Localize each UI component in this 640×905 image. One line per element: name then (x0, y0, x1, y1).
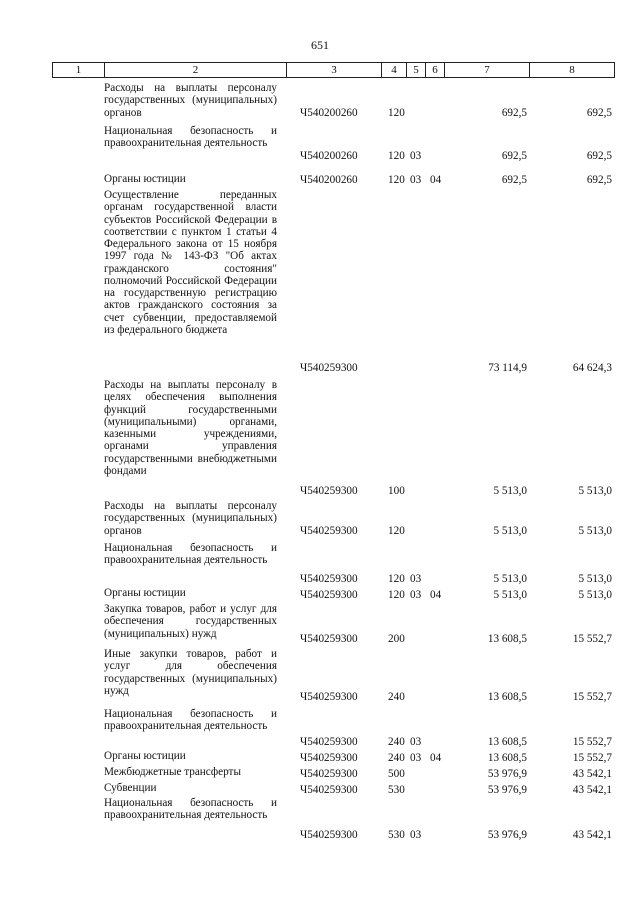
target-code: Ч540200260 (300, 149, 358, 162)
target-code: Ч540200260 (300, 106, 358, 119)
target-code: Ч540259300 (300, 361, 358, 374)
row-description: Субвенции (104, 782, 157, 794)
amount-col7: 692,5 (501, 149, 527, 162)
amount-col8: 692,5 (586, 106, 612, 119)
amount-col8: 15 552,7 (572, 690, 612, 703)
target-code: Ч540259300 (300, 783, 358, 796)
expense-type: 120 (388, 588, 405, 601)
expense-type: 530 (388, 828, 405, 841)
amount-col8: 5 513,0 (578, 524, 612, 537)
table-row (0, 125, 640, 162)
expense-type: 500 (388, 767, 405, 780)
section: 03 (410, 828, 422, 841)
expense-type: 240 (388, 735, 405, 748)
amount-col7: 53 976,9 (487, 783, 527, 796)
section: 03 (410, 572, 422, 585)
target-code: Ч540259300 (300, 828, 358, 841)
subsection: 04 (430, 588, 442, 601)
row-description: Национальная безопасность и правоохранительная деятельность (104, 542, 277, 567)
row-description: Расходы на выплаты персоналу в целях обеспечения выполнения функций государственными (муниципальными) органами, казенными учреждениями, органами управления государственными внебюджетными фондами (104, 379, 277, 477)
amount-col7: 53 976,9 (487, 828, 527, 841)
amount-col7: 53 976,9 (487, 767, 527, 780)
table-row (0, 587, 640, 601)
row-description: Иные закупки товаров, работ и услуг для обеспечения государственных (муниципальных) нужд (104, 648, 277, 697)
expense-type: 240 (388, 690, 405, 703)
amount-col7: 5 513,0 (493, 588, 527, 601)
table-row (0, 782, 640, 796)
row-description: Национальная безопасность и правоохранительная деятельность (104, 125, 277, 150)
amount-col7: 5 513,0 (493, 524, 527, 537)
amount-col7: 13 608,5 (487, 690, 527, 703)
table-row (0, 603, 640, 645)
table-row (0, 379, 640, 497)
row-description: Национальная безопасность и правоохранительная деятельность (104, 797, 277, 822)
table-row (0, 708, 640, 748)
col-header-4: 4 (382, 63, 407, 78)
page-number: 651 (311, 38, 329, 52)
amount-col8: 15 552,7 (572, 632, 612, 645)
target-code: Ч540259300 (300, 524, 358, 537)
section: 03 (410, 735, 422, 748)
column-header-table (52, 62, 615, 78)
amount-col8: 43 542,1 (572, 767, 612, 780)
target-code: Ч540259300 (300, 690, 358, 703)
section: 03 (410, 173, 422, 186)
amount-col8: 5 513,0 (578, 484, 612, 497)
amount-col8: 692,5 (586, 149, 612, 162)
expense-type: 120 (388, 173, 405, 186)
subsection: 04 (430, 751, 442, 764)
table-row (0, 750, 640, 764)
row-description: Национальная безопасность и правоохранительная деятельность (104, 708, 277, 733)
target-code: Ч540259300 (300, 632, 358, 645)
amount-col7: 692,5 (501, 106, 527, 119)
amount-col8: 43 542,1 (572, 783, 612, 796)
expense-type: 120 (388, 524, 405, 537)
amount-col8: 64 624,3 (572, 361, 612, 374)
target-code: Ч540259300 (300, 767, 358, 780)
expense-type: 200 (388, 632, 405, 645)
amount-col7: 5 513,0 (493, 572, 527, 585)
subsection: 04 (430, 173, 442, 186)
target-code: Ч540259300 (300, 751, 358, 764)
col-header-6: 6 (426, 63, 445, 78)
table-row (0, 648, 640, 703)
col-header-1: 1 (53, 63, 105, 78)
expense-type: 530 (388, 783, 405, 796)
row-description: Осуществление переданных органам государственной власти субъектов Российской Федерации в соответствии с пунктом 1 статьи 4 Федерального закона от 15 ноября 1997 года № 143-ФЗ "Об актах гражданского состояния" полномочий Российской Федерации на государственную регистрацию актов гражданского состояния за счет субвенции, предоставляемой из федерального бюджета (104, 189, 277, 336)
amount-col7: 13 608,5 (487, 751, 527, 764)
target-code: Ч540200260 (300, 173, 358, 186)
amount-col7: 692,5 (501, 173, 527, 186)
table-row (0, 797, 640, 841)
row-description: Органы юстиции (104, 587, 186, 599)
row-description: Расходы на выплаты персоналу государственных (муниципальных) органов (104, 500, 277, 537)
expense-type: 240 (388, 751, 405, 764)
table-row (0, 542, 640, 585)
amount-col7: 13 608,5 (487, 632, 527, 645)
expense-type: 100 (388, 484, 405, 497)
row-description: Органы юстиции (104, 750, 186, 762)
row-description: Расходы на выплаты персоналу государственных (муниципальных) органов (104, 82, 277, 119)
col-header-2: 2 (105, 63, 287, 78)
amount-col7: 5 513,0 (493, 484, 527, 497)
row-description: Межбюджетные трансферты (104, 766, 241, 778)
expense-type: 120 (388, 106, 405, 119)
table-row (0, 766, 640, 780)
col-header-8: 8 (530, 63, 615, 78)
amount-col8: 5 513,0 (578, 588, 612, 601)
section: 03 (410, 588, 422, 601)
expense-type: 120 (388, 572, 405, 585)
table-row (0, 189, 640, 374)
expense-type: 120 (388, 149, 405, 162)
col-header-5: 5 (407, 63, 426, 78)
section: 03 (410, 751, 422, 764)
amount-col8: 15 552,7 (572, 751, 612, 764)
amount-col8: 15 552,7 (572, 735, 612, 748)
table-row (0, 82, 640, 119)
amount-col8: 43 542,1 (572, 828, 612, 841)
section: 03 (410, 149, 422, 162)
table-row (0, 173, 640, 186)
amount-col8: 5 513,0 (578, 572, 612, 585)
target-code: Ч540259300 (300, 572, 358, 585)
table-row (0, 500, 640, 537)
amount-col7: 73 114,9 (488, 361, 527, 374)
col-header-3: 3 (287, 63, 382, 78)
row-description: Органы юстиции (104, 173, 186, 185)
amount-col8: 692,5 (586, 173, 612, 186)
target-code: Ч540259300 (300, 735, 358, 748)
amount-col7: 13 608,5 (487, 735, 527, 748)
row-description: Закупка товаров, работ и услуг для обеспечения государственных (муниципальных) нужд (104, 603, 277, 640)
col-header-7: 7 (445, 63, 530, 78)
target-code: Ч540259300 (300, 588, 358, 601)
target-code: Ч540259300 (300, 484, 358, 497)
